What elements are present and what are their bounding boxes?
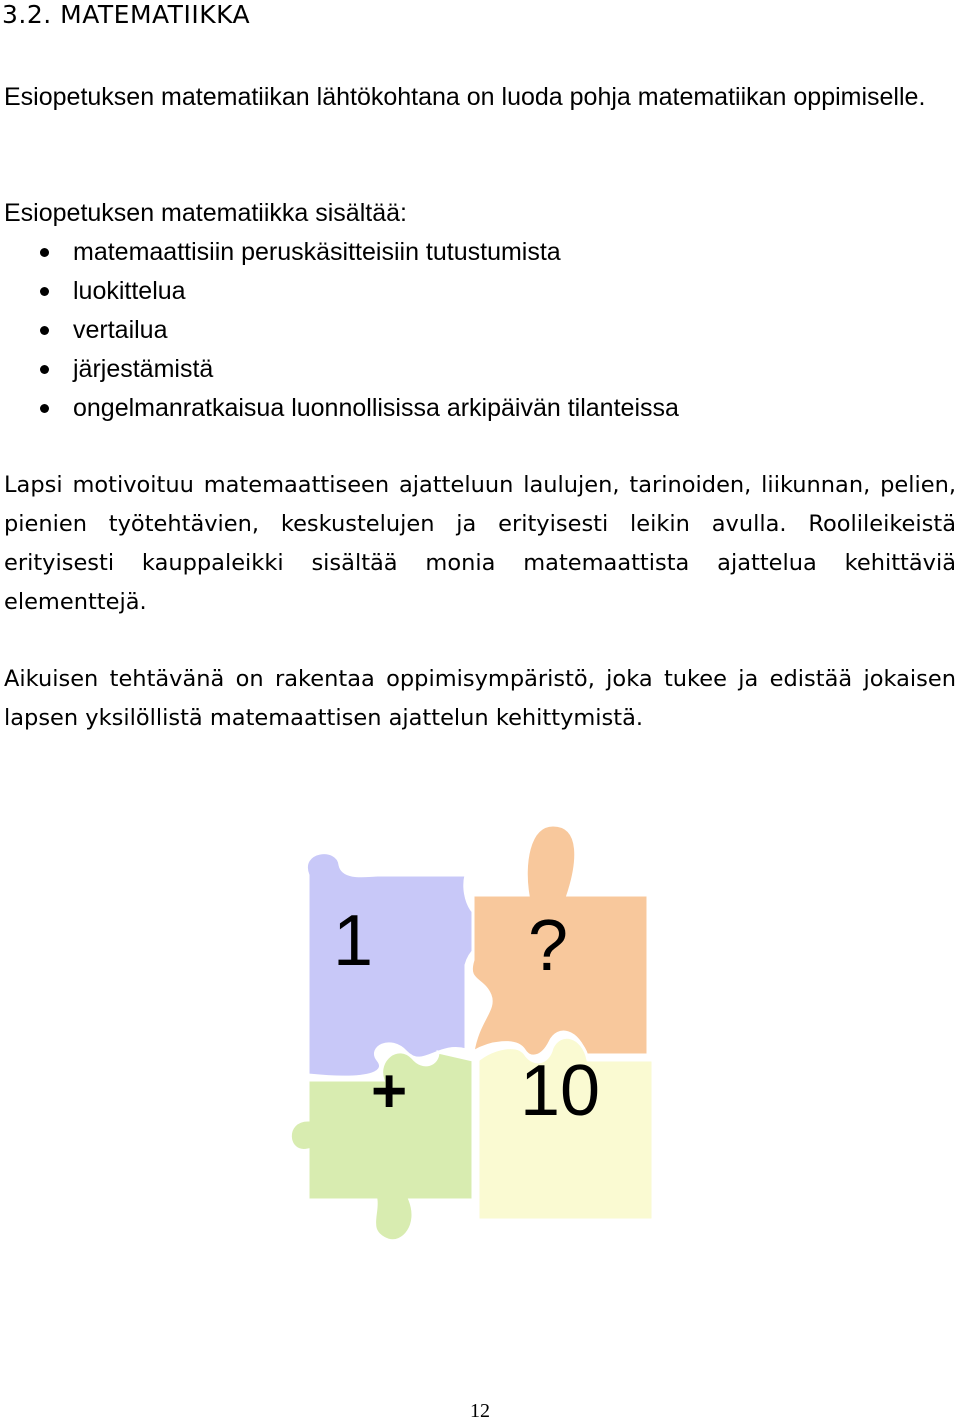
bullet-icon	[40, 404, 49, 413]
adult-role-paragraph: Aikuisen tehtävänä on rakentaa oppimisympäristö, joka tukee ja edistää jokaisen lapsen yksilöllistä matemaattisen ajattelun kehittymistä.	[4, 666, 956, 731]
list-item: järjestämistä	[0, 350, 679, 389]
bullet-icon	[40, 287, 49, 296]
bullet-icon	[40, 365, 49, 374]
puzzle-label-one: 1	[333, 901, 374, 981]
bullet-icon	[40, 326, 49, 335]
list-item: ongelmanratkaisua luonnollisissa arkipäivän tilanteissa	[0, 389, 679, 428]
motivation-paragraph: Lapsi motivoituu matemaattiseen ajatteluun laulujen, tarinoiden, liikunnan, pelien, pienien työtehtävien, keskustelujen ja erityisesti leikin avulla. Roolileikeistä erityisesti kauppaleikki sisältää monia matemaattista ajattelua kehittäviä elementtejä.	[4, 472, 956, 615]
page-number: 12	[470, 1400, 490, 1422]
bullet-icon	[40, 248, 49, 257]
puzzle-illustration	[228, 820, 688, 1260]
list-item: luokittelua	[0, 272, 679, 311]
section-heading: 3.2. MATEMATIIKKA	[2, 0, 251, 29]
list-item: vertailua	[0, 311, 679, 350]
list-item: matemaattisiin peruskäsitteisiin tutustumista	[0, 233, 679, 272]
intro-paragraph: Esiopetuksen matematiikan lähtökohtana on luoda pohja matematiikan oppimiselle.	[4, 83, 926, 111]
puzzle-label-plus: +	[371, 1057, 408, 1126]
contains-label: Esiopetuksen matematiikka sisältää:	[4, 199, 407, 227]
content-list	[0, 233, 679, 428]
puzzle-label-question: ?	[528, 906, 569, 986]
puzzle-label-ten: 10	[520, 1051, 601, 1131]
